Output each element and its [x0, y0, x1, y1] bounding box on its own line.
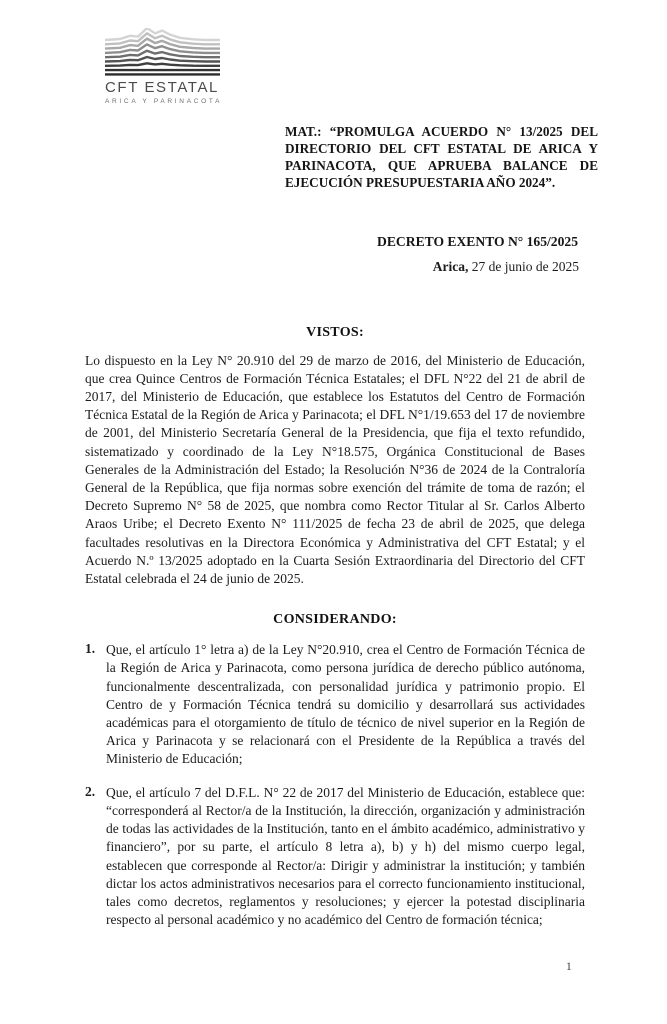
considerando-list: [85, 641, 585, 929]
vistos-heading: VISTOS:: [306, 324, 364, 340]
list-item: [85, 784, 585, 930]
vistos-paragraph: Lo dispuesto en la Ley N° 20.910 del 29 de marzo de 2016, del Ministerio de Educación, que crea Quince Centros de Formación Técnica Estatales; el DFL N°22 del 21 de abril de 2017, del Ministerio de Educación, que establece los Estatutos del Centro de Formación Técnica Estatal de la Región de Arica y Parinacota; el DFL N°1/19.653 del 17 de noviembre de 2001, del Ministerio Secretaría General de la Presidencia, que fija el texto refundido, sistematizado y coordinado de la Ley N°18.575, Orgánica Constitucional de Bases Generales de la Administración del Estado; la Resolución N°36 de 2024 de la Contraloría General de la República, que fija normas sobre exención del trámite de toma de razón; el Decreto Supremo N° 58 de 2025, que nombra como Rector Titular al Sr. Carlos Alberto Araos Uribe; el Decreto Exento N° 111/2025 de fecha 23 de abril de 2025, que delega facultades resolutivas en la Directora Económica y Administrativa del CFT Estatal; y el Acuerdo N.º 13/2025 adoptado en la Cuarta Sesión Extraordinaria del Directorio del CFT Estatal celebrada el 24 de junio de 2025.: [85, 352, 585, 587]
considerando-heading: CONSIDERANDO:: [273, 612, 397, 628]
logo-subtitle: ARICA Y PARINACOTA: [105, 98, 223, 105]
logo-title: CFT ESTATAL: [105, 79, 220, 96]
item-number: 1.: [85, 641, 96, 657]
page-number: 1: [566, 961, 572, 973]
item-text: Que, el artículo 1° letra a) de la Ley N°20.910, crea el Centro de Formación Técnica de la Región de Arica y Parinacota, como persona jurídica de derecho público autónoma, funcionalmente descentralizada, con personalidad jurídica y patrimonio propio. El Centro de y Formación Técnica tendrá su domicilio y desarrollará sus actividades académicas para el otorgamiento de título de técnico de nivel superior en la Región de Arica y Parinacota y se relacionará con el Presidente de la República a través del Ministerio de Educación;: [106, 642, 585, 767]
item-text: Que, el artículo 7 del D.F.L. N° 22 de 2017 del Ministerio de Educación, establece que: “corresponderá al Rector/a de la Institución, la dirección, organización y administración de todas las actividades de la Institución, tanto en el ámbito académico, administrativo y financiero”, por su parte, el artículo 8 letra a), b) y h) del mismo cuerpo legal, establecen que corresponde al Rector/a: Dirigir y administrar la institución; y también dictar los actos administrativos necesarios para el correcto funcionamiento institucional, tales como decretos, reglamentos y resoluciones; y ejercer la potestad disciplinaria respecto al personal académico y no académico del Centro de formación técnica;: [106, 784, 585, 928]
item-number: 2.: [85, 783, 96, 799]
mountain-stripes-icon: [105, 28, 220, 76]
decree-number-line: DECRETO EXENTO N° 165/2025: [377, 233, 578, 249]
place-label: Arica,: [432, 258, 469, 274]
cft-estatal-logo: [105, 28, 223, 105]
place-date-line: [85, 259, 585, 275]
date-text: 27 de junio de 2025: [468, 258, 579, 274]
mat-subject-block: MAT.: “PROMULGA ACUERDO N° 13/2025 DEL DIRECTORIO DEL CFT ESTATAL DE ARICA Y PARINACOTA, QUE APRUEBA BALANCE DE EJECUCIÓN PRESUPUESTARIA AÑO 2024”.: [285, 124, 598, 190]
list-item: [85, 641, 585, 768]
